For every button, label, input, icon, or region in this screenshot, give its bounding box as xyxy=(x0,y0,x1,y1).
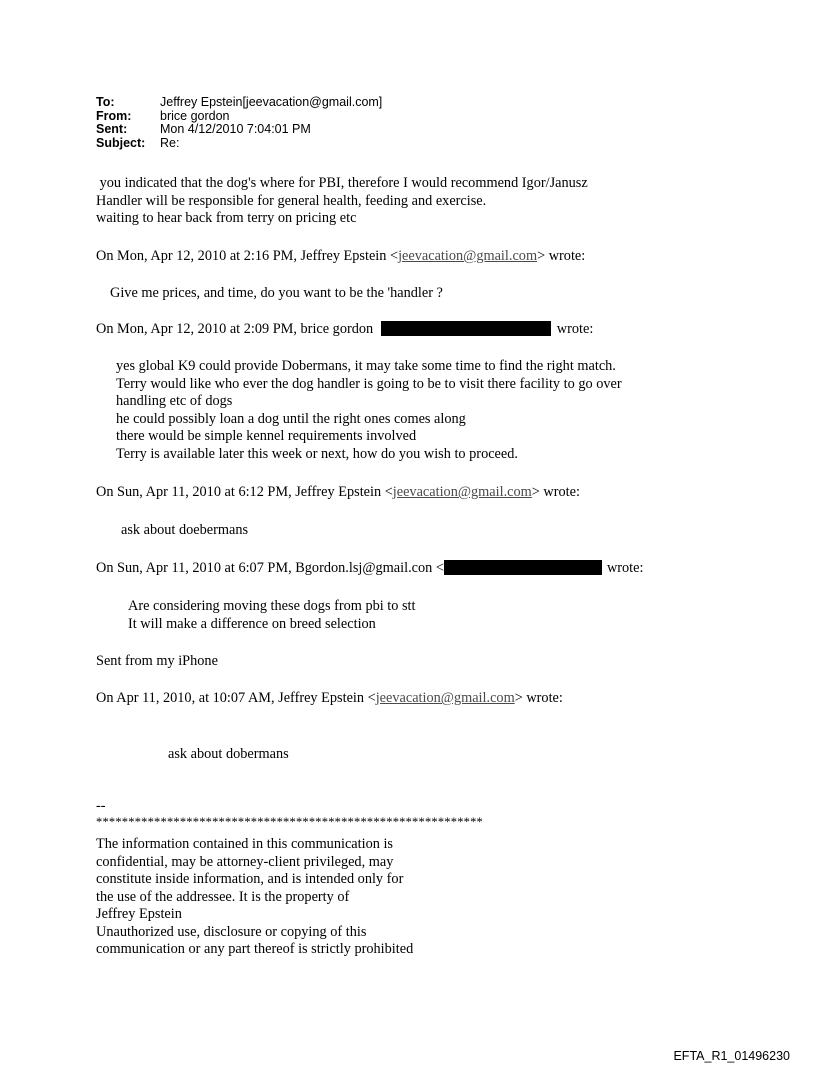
from-value: brice gordon xyxy=(160,108,230,123)
quote-header-text: On Mon, Apr 12, 2010 at 2:09 PM, brice gordon xyxy=(96,321,377,337)
email-link[interactable]: jeevacation@gmail.com xyxy=(398,248,538,264)
redaction-bar xyxy=(381,321,551,336)
quote-line: Terry is available later this week or next, how do you wish to proceed. xyxy=(116,445,518,462)
quote-line: handling etc of dogs xyxy=(116,393,233,409)
sent-from: Sent from my iPhone xyxy=(96,653,218,669)
quote-header-suffix: > wrote: xyxy=(537,248,586,264)
disclaimer-line: The information contained in this communication is xyxy=(96,836,393,852)
reply-line: Handler will be responsible for general health, feeding and exercise. xyxy=(96,192,487,209)
quote-text-1: Give me prices, and time, do you want to be the 'handler ? xyxy=(110,285,443,301)
disclaimer-line: Unauthorized use, disclosure or copying of this xyxy=(96,923,367,940)
disclaimer-line: constitute inside information, and is intended only for xyxy=(96,871,404,887)
quote-line: It will make a difference on breed selection xyxy=(128,615,376,632)
quote-text-5: ask about dobermans xyxy=(168,746,289,762)
sent-value: Mon 4/12/2010 7:04:01 PM xyxy=(160,122,311,136)
sent-label: Sent: xyxy=(96,122,128,136)
disclaimer-line: the use of the addressee. It is the property of xyxy=(96,888,350,905)
to-value: Jeffrey Epstein[jeevacation@gmail.com] xyxy=(160,95,383,109)
quote-header-text: On Apr 11, 2010, at 10:07 AM, Jeffrey Epstein < xyxy=(96,690,376,706)
quote-header-2 xyxy=(96,321,593,339)
reply-line: you indicated that the dog's where for PBI, therefore I would recommend Igor/Janusz xyxy=(96,175,588,191)
quote-header-text: On Sun, Apr 11, 2010 at 6:12 PM, Jeffrey Epstein < xyxy=(96,484,393,500)
quote-header-suffix: wrote: xyxy=(556,321,594,337)
quote-line: he could possibly loan a dog until the right ones comes along xyxy=(116,410,466,427)
quote-header-4 xyxy=(96,560,643,578)
email-link[interactable]: jeevacation@gmail.com xyxy=(375,690,515,706)
quote-block-2 xyxy=(116,358,622,463)
disclaimer-line: Jeffrey Epstein xyxy=(96,906,182,922)
quote-block-4 xyxy=(128,598,416,633)
quote-header-1 xyxy=(96,248,585,266)
from-label: From: xyxy=(96,108,132,123)
quote-header-suffix: wrote: xyxy=(606,560,644,576)
quote-header-suffix: > wrote: xyxy=(514,690,563,706)
quote-header-text: On Mon, Apr 12, 2010 at 2:16 PM, Jeffrey Epstein < xyxy=(96,248,399,264)
quote-line: Are considering moving these dogs from pbi to stt xyxy=(128,598,416,614)
reply-paragraph xyxy=(96,175,588,228)
document-id: EFTA_R1_01496230 xyxy=(673,1049,790,1063)
quote-header-5 xyxy=(96,690,563,708)
quote-line: Terry would like who ever the dog handler is going to be to visit there facility to go over xyxy=(116,375,622,392)
quote-header-text: On Sun, Apr 11, 2010 at 6:07 PM, Bgordon.lsj@gmail.con < xyxy=(96,560,444,576)
quote-line: yes global K9 could provide Dobermans, it may take some time to find the right match. xyxy=(116,358,616,374)
redaction-bar xyxy=(444,560,602,575)
disclaimer-line: confidential, may be attorney-client privileged, may xyxy=(96,853,394,870)
disclaimer-line: communication or any part thereof is strictly prohibited xyxy=(96,941,414,957)
quote-header-suffix: > wrote: xyxy=(531,484,580,500)
signature-stars: ************************************************************ xyxy=(96,815,483,829)
subject-value: Re: xyxy=(160,135,180,150)
email-link[interactable]: jeevacation@gmail.com xyxy=(392,484,532,500)
to-label: To: xyxy=(96,95,115,109)
reply-line: waiting to hear back from terry on pricing etc xyxy=(96,210,357,226)
email-header xyxy=(96,96,382,150)
quote-line: there would be simple kennel requirements involved xyxy=(116,428,417,444)
quote-header-3 xyxy=(96,484,580,502)
disclaimer xyxy=(96,836,413,959)
subject-label: Subject: xyxy=(96,135,146,150)
signature-dashes: -- xyxy=(96,798,106,814)
quote-text-3: ask about doebermans xyxy=(121,522,249,538)
